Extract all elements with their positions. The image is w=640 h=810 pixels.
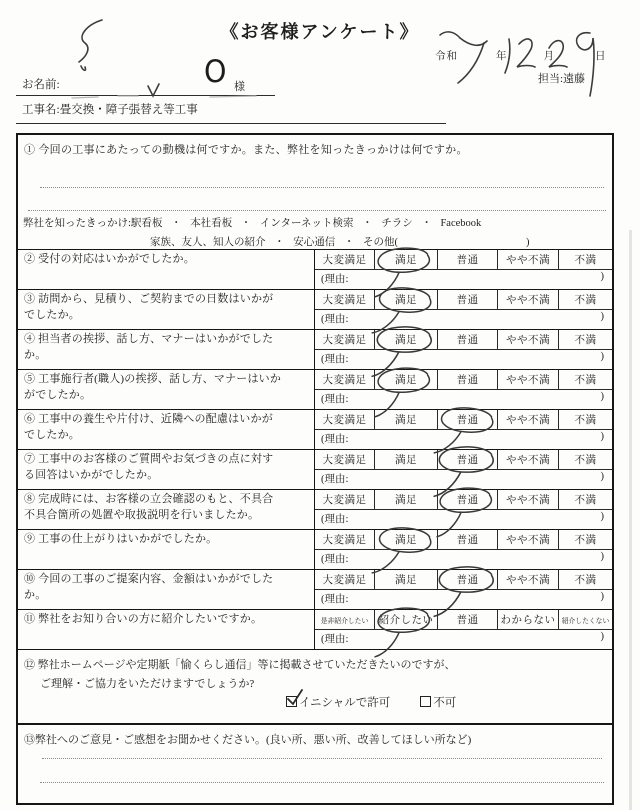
rating-option[interactable]: 満足: [375, 490, 438, 509]
question-text: ⑩ 今回の工事のご提案内容、金額はいかがでしたか。: [18, 570, 315, 609]
reason-close-label: ): [600, 551, 604, 562]
rating-options: [315, 410, 612, 430]
reason-close-label: ): [600, 431, 604, 442]
rating-option[interactable]: 大変満足: [315, 490, 375, 509]
date-line: [435, 48, 607, 63]
rating-area: [315, 610, 612, 649]
rating-option[interactable]: やや不満: [498, 530, 559, 549]
referral-options-line-1: 弊社を知ったきっかけ:駅看板 ・ 本社看板 ・ インターネット検索 ・ チラシ ・ Facebook: [23, 218, 482, 229]
reason-close-label: ): [600, 311, 604, 322]
question-text: ⑨ 工事の仕上がりはいかがでしたか。: [18, 530, 315, 569]
question-text: ④ 担当者の挨拶、話し方、マナーはいかがでしたか。: [18, 330, 315, 369]
name-field-underline[interactable]: [16, 95, 275, 96]
rating-option[interactable]: 大変満足: [315, 290, 375, 309]
question-1-block: [18, 135, 612, 250]
rating-option[interactable]: 満足: [375, 570, 438, 589]
rating-option[interactable]: 不満: [574, 335, 597, 346]
rating-option[interactable]: 紹介したくない: [561, 617, 610, 625]
comment-blank-line[interactable]: [40, 782, 604, 783]
question-text: ⑥ 工事中の養生や片付け、近隣への配慮はいかがでしたか。: [18, 410, 315, 449]
scan-edge-artifact: [629, 230, 632, 810]
rating-option[interactable]: 普通: [438, 610, 498, 629]
rating-option[interactable]: 満足: [375, 530, 438, 549]
survey-row-5: [18, 370, 612, 410]
reason-blank[interactable]: [315, 470, 612, 489]
year-label: 年: [496, 51, 508, 62]
rating-option[interactable]: 満足: [375, 290, 438, 309]
rating-options: [315, 290, 612, 310]
day-label: 日: [595, 51, 607, 62]
reason-blank[interactable]: [315, 390, 612, 409]
rating-options: [315, 330, 612, 350]
reason-close-label: ): [600, 271, 604, 282]
rating-area: [315, 250, 612, 289]
survey-row-3: [18, 290, 612, 330]
referral-options-line-2: [150, 234, 530, 249]
rating-option[interactable]: 普通: [438, 250, 498, 269]
question-text: ③ 訪問から、見積り、ご契約までの日数はいかがでしたか。: [18, 290, 315, 329]
rating-option[interactable]: 不満: [574, 295, 597, 306]
page-title: 《お客様アンケート》: [220, 22, 420, 42]
reason-blank[interactable]: [315, 630, 612, 649]
month-label: 月: [543, 51, 555, 62]
rating-option[interactable]: 不満: [574, 495, 597, 506]
question-text: ② 受付の対応はいかがでしたか。: [18, 250, 315, 289]
rating-option[interactable]: やや不満: [498, 330, 559, 349]
rating-option[interactable]: やや不満: [498, 490, 559, 509]
survey-row-2: [18, 250, 612, 290]
question-text: ⑤ 工事施行者(職人)の挨拶、話し方、マナーはいかがでしたか。: [18, 370, 315, 409]
rating-option[interactable]: 不満: [574, 535, 597, 546]
survey-row-11: [18, 610, 612, 650]
survey-row-4: [18, 330, 612, 370]
reason-open-label: (理由:: [321, 474, 349, 485]
rating-area: [315, 530, 612, 569]
reason-close-label: ): [600, 351, 604, 362]
rating-options: [315, 570, 612, 590]
reason-blank[interactable]: [315, 310, 612, 329]
rating-option[interactable]: 是非紹介したい: [315, 610, 375, 629]
rating-option[interactable]: 普通: [438, 450, 498, 469]
rating-options: [315, 530, 612, 550]
rating-option[interactable]: 普通: [438, 410, 498, 429]
name-label: お名前:: [22, 79, 60, 91]
reason-close-label: ): [600, 631, 604, 642]
reason-close-label: ): [600, 511, 604, 522]
reason-close-label: ): [600, 471, 604, 482]
rating-options: [315, 450, 612, 470]
rating-option[interactable]: 不満: [574, 375, 597, 386]
question-12-choices: [286, 694, 456, 714]
survey-row-9: [18, 530, 612, 570]
question-12-line1: ⑫ 弊社ホームページや定期紙「愉くらし通信」等に掲載させていただきたいのですが、: [24, 659, 456, 671]
rating-option[interactable]: 満足: [375, 330, 438, 349]
question-13-text: ⑬弊社へのご意見・ご感想をお聞かせください。(良い所、悪い所、改善してほしい所など): [24, 734, 472, 746]
reason-open-label: (理由:: [321, 514, 349, 525]
rating-option[interactable]: 普通: [438, 570, 498, 589]
project-name: 工事名:畳交換・障子張替え等工事: [22, 104, 198, 116]
rating-option[interactable]: 普通: [438, 530, 498, 549]
rating-options: [315, 370, 612, 390]
rating-option[interactable]: 普通: [438, 330, 498, 349]
rating-option[interactable]: やや不満: [498, 290, 559, 309]
project-field-underline[interactable]: [16, 123, 446, 124]
survey-row-6: [18, 410, 612, 450]
rating-area: [315, 570, 612, 609]
rating-option[interactable]: 大変満足: [315, 330, 375, 349]
rating-option[interactable]: 普通: [438, 370, 498, 389]
reason-open-label: (理由:: [321, 554, 349, 565]
reason-open-label: (理由:: [321, 594, 349, 605]
reason-blank[interactable]: [315, 510, 612, 529]
question-13-block: [18, 725, 612, 802]
reason-open-label: (理由:: [321, 354, 349, 365]
reason-close-label: ): [600, 391, 604, 402]
reason-blank[interactable]: [315, 590, 612, 609]
rating-option[interactable]: 満足: [375, 250, 438, 269]
rating-area: [315, 490, 612, 529]
rating-option[interactable]: やや不満: [498, 410, 559, 429]
question-text: ⑦ 工事中のお客様のご質問やお気づきの点に対する回答はいかがでしたか。: [18, 450, 315, 489]
reason-blank[interactable]: [315, 350, 612, 369]
customer-name-value: O: [203, 54, 227, 90]
rating-option[interactable]: 大変満足: [315, 410, 375, 429]
reason-open-label: (理由:: [321, 434, 349, 445]
comment-blank-line[interactable]: [42, 758, 602, 759]
rating-options: [315, 490, 612, 510]
rating-option[interactable]: 大変満足: [315, 570, 375, 589]
rating-option[interactable]: 不満: [574, 415, 597, 426]
rating-option[interactable]: やや不満: [498, 450, 559, 469]
reason-open-label: (理由:: [321, 394, 349, 405]
reason-blank[interactable]: [315, 270, 612, 289]
survey-table: [16, 133, 614, 805]
rating-option[interactable]: 普通: [438, 290, 498, 309]
rating-option[interactable]: 満足: [375, 370, 438, 389]
rating-options: [315, 250, 612, 270]
closing-paren: ): [526, 237, 530, 248]
rating-option[interactable]: わからない: [498, 610, 559, 629]
question-12-line2: ご理解・ご協力をいただけますでしょうか?: [40, 677, 255, 690]
rating-option[interactable]: やや不満: [498, 370, 559, 389]
reason-close-label: ): [600, 591, 604, 602]
reason-blank[interactable]: [315, 430, 612, 449]
reason-open-label: (理由:: [321, 314, 349, 325]
survey-row-8: [18, 490, 612, 530]
staff-in-charge: 担当:遠藤: [538, 73, 586, 85]
rating-option[interactable]: 満足: [375, 450, 438, 469]
name-honorific: 様: [234, 81, 245, 93]
rating-option[interactable]: やや不満: [498, 570, 559, 589]
reason-blank[interactable]: [315, 550, 612, 569]
referral-options-other: 家族、友人、知人の紹介 ・ 安心通信 ・ その他(: [150, 237, 398, 248]
rating-area: [315, 330, 612, 369]
survey-rows: [18, 250, 612, 650]
rating-area: [315, 410, 612, 449]
rating-option[interactable]: 紹介したい: [375, 610, 438, 629]
question-12-block: [18, 650, 612, 725]
rating-option[interactable]: 不満: [574, 255, 597, 266]
rating-option[interactable]: 不満: [574, 455, 597, 466]
allow-checkbox[interactable]: [286, 696, 297, 707]
rating-option[interactable]: 大変満足: [315, 530, 375, 549]
rating-option[interactable]: 大変満足: [315, 250, 375, 269]
reason-open-label: (理由:: [321, 274, 349, 285]
reason-open-label: (理由:: [321, 634, 349, 645]
rating-option[interactable]: やや不満: [498, 250, 559, 269]
answer-blank-line[interactable]: [28, 210, 606, 211]
rating-option[interactable]: 不満: [574, 575, 597, 586]
rating-area: [315, 450, 612, 489]
question-1-text: ① 今回の工事にあたっての動機は何ですか。また、弊社を知ったきっかけは何ですか。: [24, 144, 468, 156]
rating-option[interactable]: 大変満足: [315, 370, 375, 389]
survey-row-7: [18, 450, 612, 490]
deny-label: 不可: [433, 697, 457, 709]
question-text: ⑧ 完成時には、お客様の立会確認のもと、不具合不具合箇所の処置や取扱説明を行いましたか。: [18, 490, 315, 529]
handwritten-checkmark: [286, 689, 305, 707]
rating-area: [315, 290, 612, 329]
rating-option[interactable]: 普通: [438, 490, 498, 509]
rating-option[interactable]: 大変満足: [315, 450, 375, 469]
era-label: 令和: [435, 51, 458, 62]
rating-options: [315, 610, 612, 630]
rating-area: [315, 370, 612, 409]
answer-blank-line[interactable]: [40, 187, 604, 188]
rating-option[interactable]: 満足: [375, 410, 438, 429]
deny-checkbox[interactable]: [420, 696, 431, 707]
question-text: ⑪ 弊社をお知り合いの方に紹介したいですか。: [18, 610, 315, 649]
survey-row-10: [18, 570, 612, 610]
allow-label: イニシャルで許可: [299, 697, 391, 709]
